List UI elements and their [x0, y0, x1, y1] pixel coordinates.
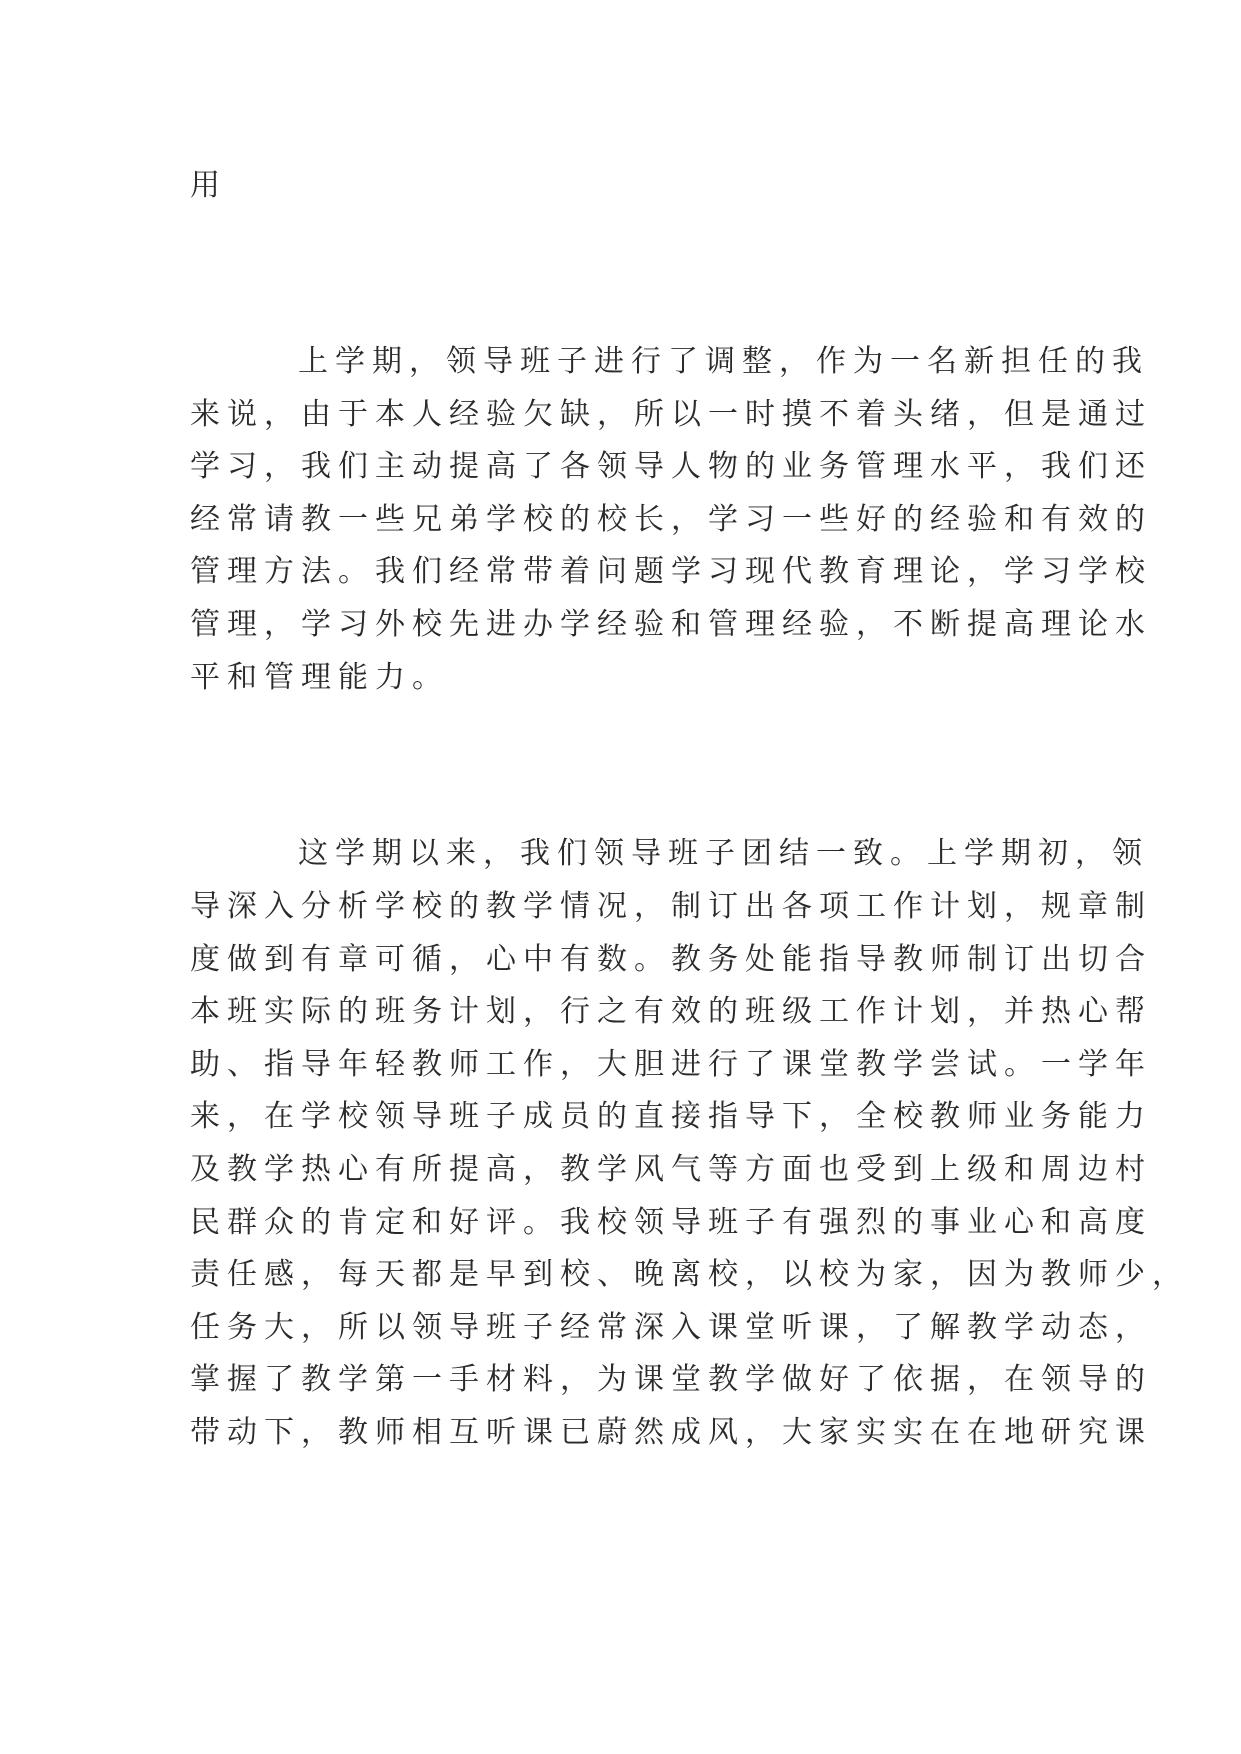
paragraph-line: 及教学热心有所提高，教学风气等方面也受到上级和周边村 [190, 1152, 1152, 1187]
paragraph-line: 经常请教一些兄弟学校的校长，学习一些好的经验和有效的 [190, 502, 1152, 537]
paragraph-line: 助、指导年轻教师工作，大胆进行了课堂教学尝试。一学年 [190, 1047, 1152, 1082]
paragraph-line: 上学期，领导班子进行了调整，作为一名新担任的我 [298, 344, 1149, 379]
fragment-line: 用 [190, 168, 227, 203]
paragraph-line: 来，在学校领导班子成员的直接指导下，全校教师业务能力 [190, 1099, 1152, 1134]
paragraph-line: 这学期以来，我们领导班子团结一致。上学期初，领 [298, 836, 1149, 871]
paragraph-line: 掌握了教学第一手材料，为课堂教学做好了依据，在领导的 [190, 1362, 1152, 1397]
paragraph-line: 本班实际的班务计划，行之有效的班级工作计划，并热心帮 [190, 994, 1152, 1029]
paragraph-line: 带动下，教师相互听课已蔚然成风，大家实实在在地研究课 [190, 1415, 1152, 1450]
paragraph-line: 责任感，每天都是早到校、晚离校，以校为家，因为教师少， [190, 1257, 1189, 1292]
paragraph-line: 来说，由于本人经验欠缺，所以一时摸不着头绪，但是通过 [190, 397, 1152, 432]
paragraph-line: 学习，我们主动提高了各领导人物的业务管理水平，我们还 [190, 449, 1152, 484]
paragraph-line: 导深入分析学校的教学情况，制订出各项工作计划，规章制 [190, 889, 1152, 924]
paragraph-line: 度做到有章可循，心中有数。教务处能指导教师制订出切合 [190, 942, 1152, 977]
paragraph-line: 平和管理能力。 [190, 660, 449, 695]
paragraph-line: 任务大，所以领导班子经常深入课堂听课，了解教学动态， [190, 1310, 1152, 1345]
paragraph-line: 管理方法。我们经常带着问题学习现代教育理论，学习学校 [190, 554, 1152, 589]
paragraph-line: 管理，学习外校先进办学经验和管理经验，不断提高理论水 [190, 607, 1152, 642]
paragraph-line: 民群众的肯定和好评。我校领导班子有强烈的事业心和高度 [190, 1205, 1152, 1240]
